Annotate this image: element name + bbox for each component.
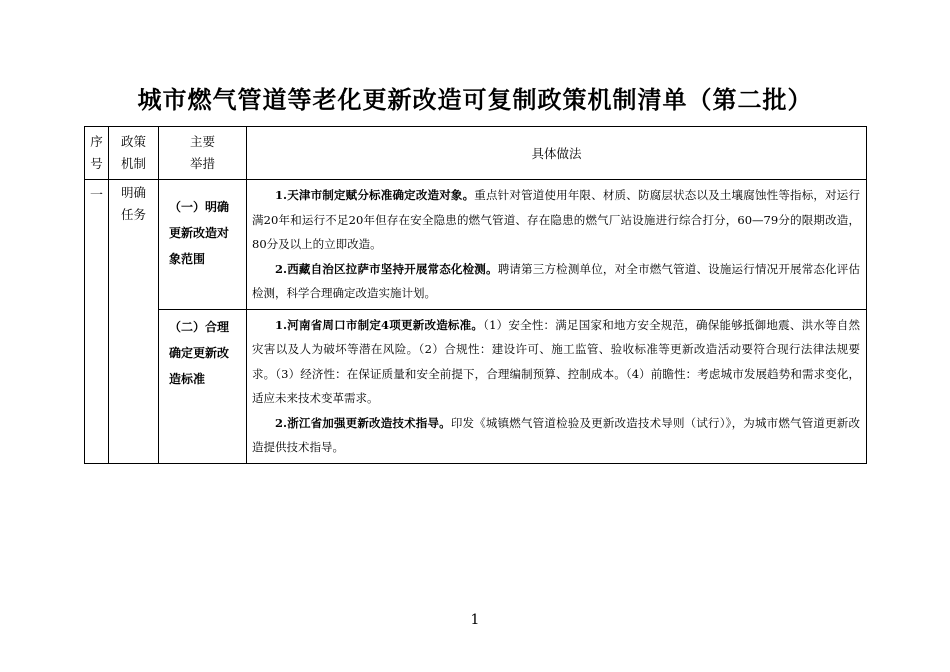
table-row xyxy=(85,180,867,310)
row-serial-number: 一 xyxy=(85,180,109,464)
header-serial-line1: 序 xyxy=(90,134,103,149)
header-policy-mechanism xyxy=(109,127,159,180)
row-mechanism-line2: 任务 xyxy=(120,207,146,222)
header-mechanism-line2: 机制 xyxy=(120,156,146,171)
practice-text: （1）安全性：满足国家和地方安全规范，确保能够抵御地震、洪水等自然灾害以及人为破坏等潜在风险。（2）合规性：建设许可、施工监管、验收标准等更新改造活动要符合现行法律法规要求。（3）经济性：在保证质量和安全前提下，合理编制预算、控制成本。（4）前瞻性：考虑城市发展趋势和需求变化，适应未来技术变革需求。 xyxy=(252,317,860,405)
header-serial-number xyxy=(85,127,109,180)
header-mechanism-line1: 政策 xyxy=(120,134,146,149)
practice-text: 重点针对管道使用年限、材质、防腐层状态以及土壤腐蚀性等指标，对运行满20年和运行不足20年但存在安全隐患的燃气管道、存在隐患的燃气厂站设施进行综合打分，60—79分的限期改造，80分及以上的立即改造。 xyxy=(252,188,860,251)
table-header-row xyxy=(85,127,867,180)
detail-cell-1 xyxy=(247,180,867,310)
practice-heading: 1.天津市制定赋分标准确定改造对象。 xyxy=(275,188,475,202)
row-mechanism-line1: 明确 xyxy=(120,185,146,200)
header-specific-practices: 具体做法 xyxy=(247,127,867,180)
measure-2-line1: （二）合理 xyxy=(169,319,230,334)
measure-cell-1 xyxy=(159,180,247,310)
header-main-measures xyxy=(159,127,247,180)
practice-heading: 1.河南省周口市制定4项更新改造标准。 xyxy=(275,317,484,332)
practice-heading: 2.西藏自治区拉萨市坚持开展常态化检测。 xyxy=(275,261,498,276)
measure-2-line3: 造标准 xyxy=(169,371,206,386)
practice-paragraph xyxy=(252,313,860,411)
page-number: 1 xyxy=(470,612,480,628)
practice-paragraph xyxy=(252,183,860,257)
measure-cell-2 xyxy=(159,309,247,463)
document-title: 城市燃气管道等老化更新改造可复制政策机制清单（第二批） xyxy=(137,85,813,114)
header-measures-line1: 主要 xyxy=(189,134,215,149)
header-measures-line2: 举措 xyxy=(189,156,215,171)
practice-paragraph xyxy=(252,411,860,460)
table-row xyxy=(85,309,867,463)
practice-paragraph xyxy=(252,257,860,306)
header-serial-line2: 号 xyxy=(90,156,103,171)
practice-heading: 2.浙江省加强更新改造技术指导。 xyxy=(275,415,451,430)
measure-2-line2: 确定更新改 xyxy=(169,345,230,360)
measure-1-line1: （一）明确 xyxy=(169,200,230,214)
policy-table xyxy=(84,126,867,464)
measure-1-line3: 象范围 xyxy=(169,252,206,266)
practice-text: 印发《城镇燃气管道检验及更新改造技术导则（试行）》，为城市燃气管道更新改造提供技术指导。 xyxy=(252,415,860,454)
measure-1-line2: 更新改造对 xyxy=(169,226,230,240)
detail-cell-2 xyxy=(247,309,867,463)
row-policy-mechanism xyxy=(109,180,159,464)
practice-text: 聘请第三方检测单位，对全市燃气管道、设施运行情况开展常态化评估检测，科学合理确定改造实施计划。 xyxy=(252,261,860,300)
